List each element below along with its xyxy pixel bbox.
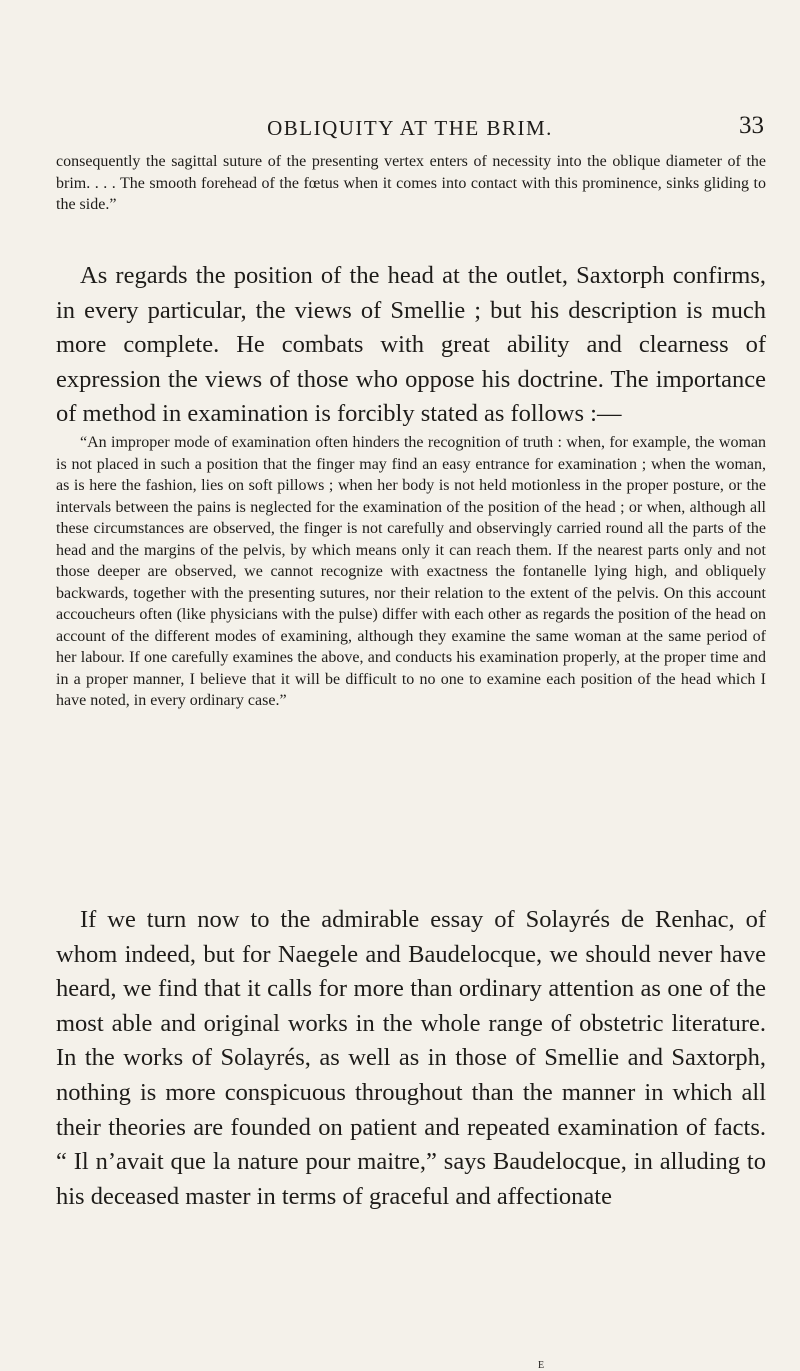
running-title: OBLIQUITY AT THE BRIM. (267, 116, 553, 140)
page-number: 33 (739, 112, 764, 139)
body-paragraph-solayres: If we turn now to the admirable essay of Solayrés de Renhac, of whom indeed, but for Naegele and Baudelocque, we should never have heard, we find that it calls for more than ordinary attention as one of the most able and original works in the whole range of obstetric literature. In the works of Solayrés, as well as in those of Smellie and Saxtorph, nothing is more conspicuous throughout than the manner in which all their theories are founded on patient and repeated examination of facts. “ Il n’avait que la nature pour maitre,” says Baudelocque, in alluding to his deceased master in terms of graceful and affectionate (56, 906, 766, 1210)
quoted-paragraph-examination: “An improper mode of examination often hinders the recognition of truth : when, for example, the woman is not placed in such a position that the finger may find an easy entrance for examination ; when the woman, as is here the fashion, lies on soft pillows ; when her body is not held motionless in the proper posture, or the intervals between the pains is neglected for the examination of the position of the head ; or when, although all these circumstances are observed, the finger is not carefully and observingly carried round all the parts of the head and the margins of the pelvis, by which means only it can reach them. If the nearest parts only and not those deeper are observed, we cannot recognize with exactness the fontanelle lying high, and obliquely backwards, together with the presenting sutures, nor their relation to the extent of the pelvis. On this account accoucheurs often (like physicians with the pulse) differ with each other as regards the position of the head on account of the different modes of examining, although they examine the same woman at the same period of her labour. If one carefully examines the above, and conducts his examination properly, at the proper time and in a proper manner, I believe that it will be difficult to no one to examine each position of the head which I have noted, in every ordinary case.” (56, 434, 766, 709)
quoted-paragraph-continuation: consequently the sagittal suture of the presenting vertex enters of necessity into the oblique diameter of the brim. . . . The smooth forehead of the fœtus when it comes into contact with this prominence, sinks gliding to the side.” (56, 153, 766, 213)
page-header (56, 112, 764, 142)
signature-mark: E (538, 1360, 545, 1371)
body-paragraph-saxtorph: As regards the position of the head at the outlet, Saxtorph confirms, in every particular, the views of Smellie ; but his description is much more complete. He combats with great ability and clearness of expression the views of those who oppose his doctrine. The importance of method in examination is forcibly stated as follows :— (56, 262, 766, 428)
